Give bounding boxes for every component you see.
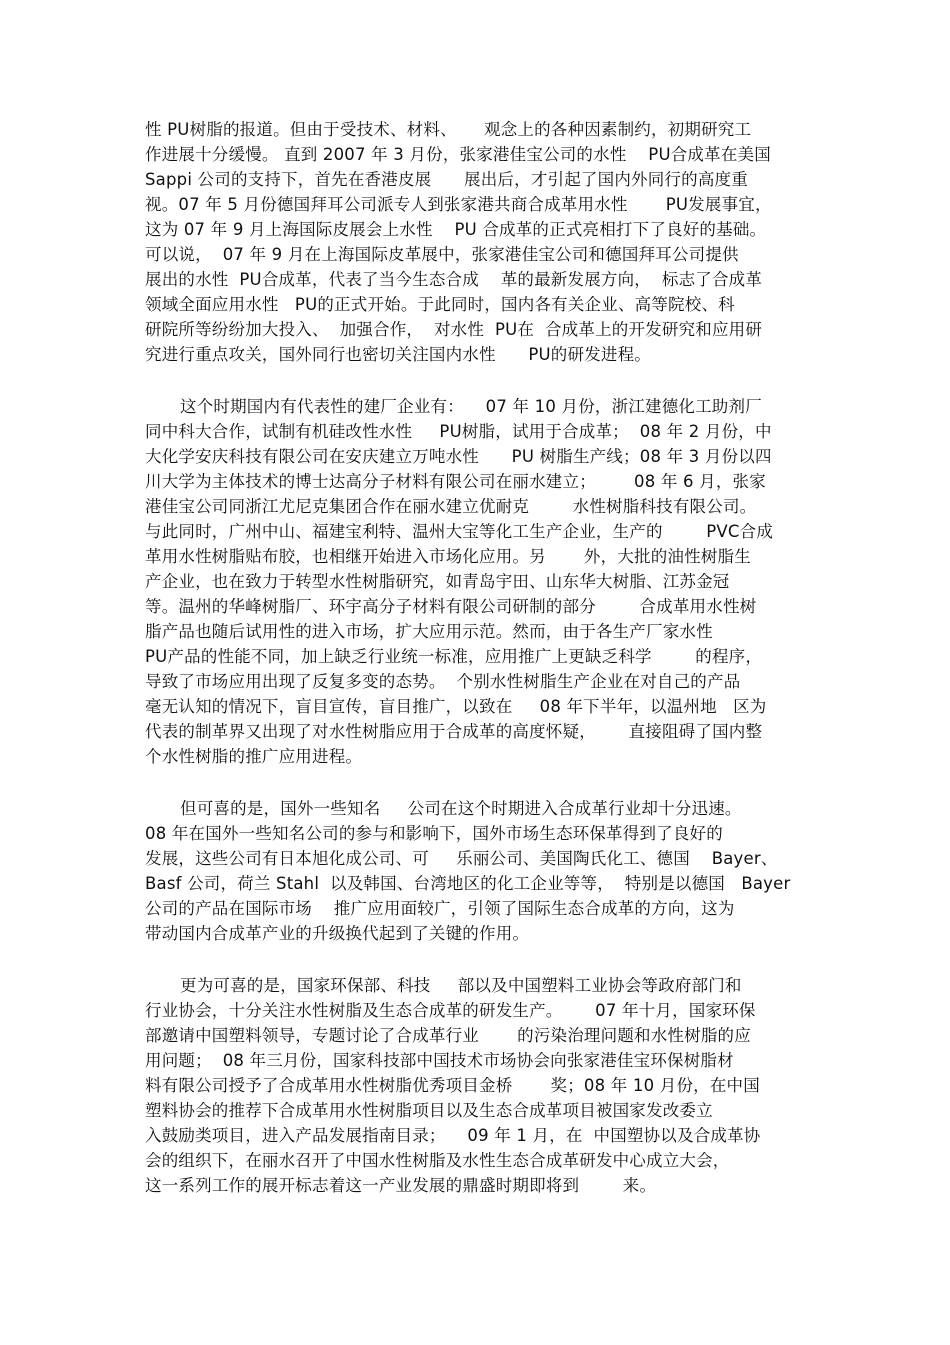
text-line: 导致了市场应用出现了反复多变的态势。 个别水性树脂生产企业在对自己的产品 [145, 672, 741, 691]
text-line: PU产品的性能不同，加上缺乏行业统一标准，应用推广上更缺乏科学 的程序， [145, 647, 763, 666]
text-line: 料有限公司授予了合成革用水性树脂优秀项目金桥 奖；08 年 10 月份，在中国 [145, 1076, 760, 1095]
text-line: 大化学安庆科技有限公司在安庆建立万吨水性 PU 树脂生产线；08 年 3 月份以四 [145, 447, 772, 466]
text-line: 入鼓励类项目，进入产品发展指南目录； 09 年 1 月，在 中国塑协以及合成革协 [145, 1126, 761, 1145]
text-line: 用问题； 08 年三月份，国家科技部中国技术市场协会向张家港佳宝环保树脂材 [145, 1051, 734, 1070]
text-line: 但可喜的是，国外一些知名 公司在这个时期进入合成革行业却十分迅速。 [180, 799, 742, 818]
text-line: 个水性树脂的推广应用进程。 [145, 747, 363, 766]
text-line: 公司的产品在国际市场 推广应用面较广，引领了国际生态合成革的方向，这为 [145, 899, 735, 918]
text-line: 研院所等纷纷加大投入、 加强合作， 对水性 PU在 合成革上的开发研究和应用研 [145, 320, 763, 339]
text-line: 代表的制革界又出现了对水性树脂应用于合成革的高度怀疑， 直接阻碍了国内整 [145, 722, 763, 741]
text-line: 展出的水性 PU合成革，代表了当今生态合成 革的最新发展方向， 标志了合成革 [145, 270, 763, 289]
text-line: 带动国内合成革产业的升级换代起到了关键的作用。 [145, 924, 530, 943]
text-line: 发展，这些公司有日本旭化成公司、可 乐丽公司、美国陶氏化工、德国 Bayer、 [145, 849, 778, 868]
text-line: 革用水性树脂贴布胶，也相继开始进入市场化应用。另 外，大批的油性树脂生 [145, 547, 751, 566]
text-line: 08 年在国外一些知名公司的参与和影响下，国外市场生态环保革得到了良好的 [145, 824, 723, 843]
text-line: 性 PU树脂的报道。但由于受技术、材料、 观念上的各种因素制约，初期研究工 [145, 120, 752, 139]
text-line: Basf 公司，荷兰 Stahl 以及韩国、台湾地区的化工企业等等， 特别是以德国 Bayer [145, 874, 791, 893]
text-line: 作进展十分缓慢。 直到 2007 年 3 月份，张家港佳宝公司的水性 PU合成革在美国 [145, 145, 771, 164]
text-line: 毫无认知的情况下，盲目宣传，盲目推广，以致在 08 年下半年，以温州地 区为 [145, 697, 767, 716]
text-line: 视。07 年 5 月份德国拜耳公司派专人到张家港共商合成革用水性 PU发展事宜， [145, 195, 772, 214]
text-line: 部邀请中国塑料领导，专题讨论了合成革行业 的污染治理问题和水性树脂的应 [145, 1026, 751, 1045]
text-line: 领域全面应用水性 PU的正式开始。于此同时，国内各有关企业、高等院校、科 [145, 295, 735, 314]
text-line: 这个时期国内有代表性的建厂企业有： 07 年 10 月份，浙江建德化工助剂厂 [180, 397, 762, 416]
text-line: 行业协会，十分关注水性树脂及生态合成革的研发生产。 07 年十月，国家环保 [145, 1001, 756, 1020]
text-line: 更为可喜的是，国家环保部、科技 部以及中国塑料工业协会等政府部门和 [180, 976, 742, 995]
text-line: 究进行重点攻关，国外同行也密切关注国内水性 PU的研发进程。 [145, 345, 651, 364]
text-line: 等。温州的华峰树脂厂、环宇高分子材料有限公司研制的部分 合成革用水性树 [145, 597, 757, 616]
text-line: 同中科大合作，试制有机硅改性水性 PU树脂，试用于合成革； 08 年 2 月份，中 [145, 422, 772, 441]
text-line: 这为 07 年 9 月上海国际皮展会上水性 PU 合成革的正式亮相打下了良好的基础。 [145, 220, 767, 239]
text-line: Sappi 公司的支持下，首先在香港皮展 展出后，才引起了国内外同行的高度重 [145, 170, 748, 189]
text-line: 与此同时，广州中山、福建宝利特、温州大宝等化工生产企业，生产的 PVC合成 [145, 522, 774, 541]
text-line: 塑料协会的推荐下合成革用水性树脂项目以及生态合成革项目被国家发改委立 [145, 1101, 713, 1120]
text-line: 脂产品也随后试用性的进入市场，扩大应用示范。然而，由于各生产厂家水性 [145, 622, 713, 641]
text-line: 可以说， 07 年 9 月在上海国际皮革展中，张家港佳宝公司和德国拜耳公司提供 [145, 245, 739, 264]
text-line: 港佳宝公司同浙江尤尼克集团合作在丽水建立优耐克 水性树脂科技有限公司。 [145, 497, 757, 516]
text-line: 川大学为主体技术的博士达高分子材料有限公司在丽水建立； 08 年 6 月，张家 [145, 472, 766, 491]
text-line: 产企业，也在致力于转型水性树脂研究，如青岛宇田、山东华大树脂、江苏金冠 [145, 572, 730, 591]
text-line: 会的组织下，在丽水召开了中国水性树脂及水性生态合成革研发中心成立大会， [145, 1151, 730, 1170]
text-line: 这一系列工作的展开标志着这一产业发展的鼎盛时期即将到 来。 [145, 1176, 657, 1195]
